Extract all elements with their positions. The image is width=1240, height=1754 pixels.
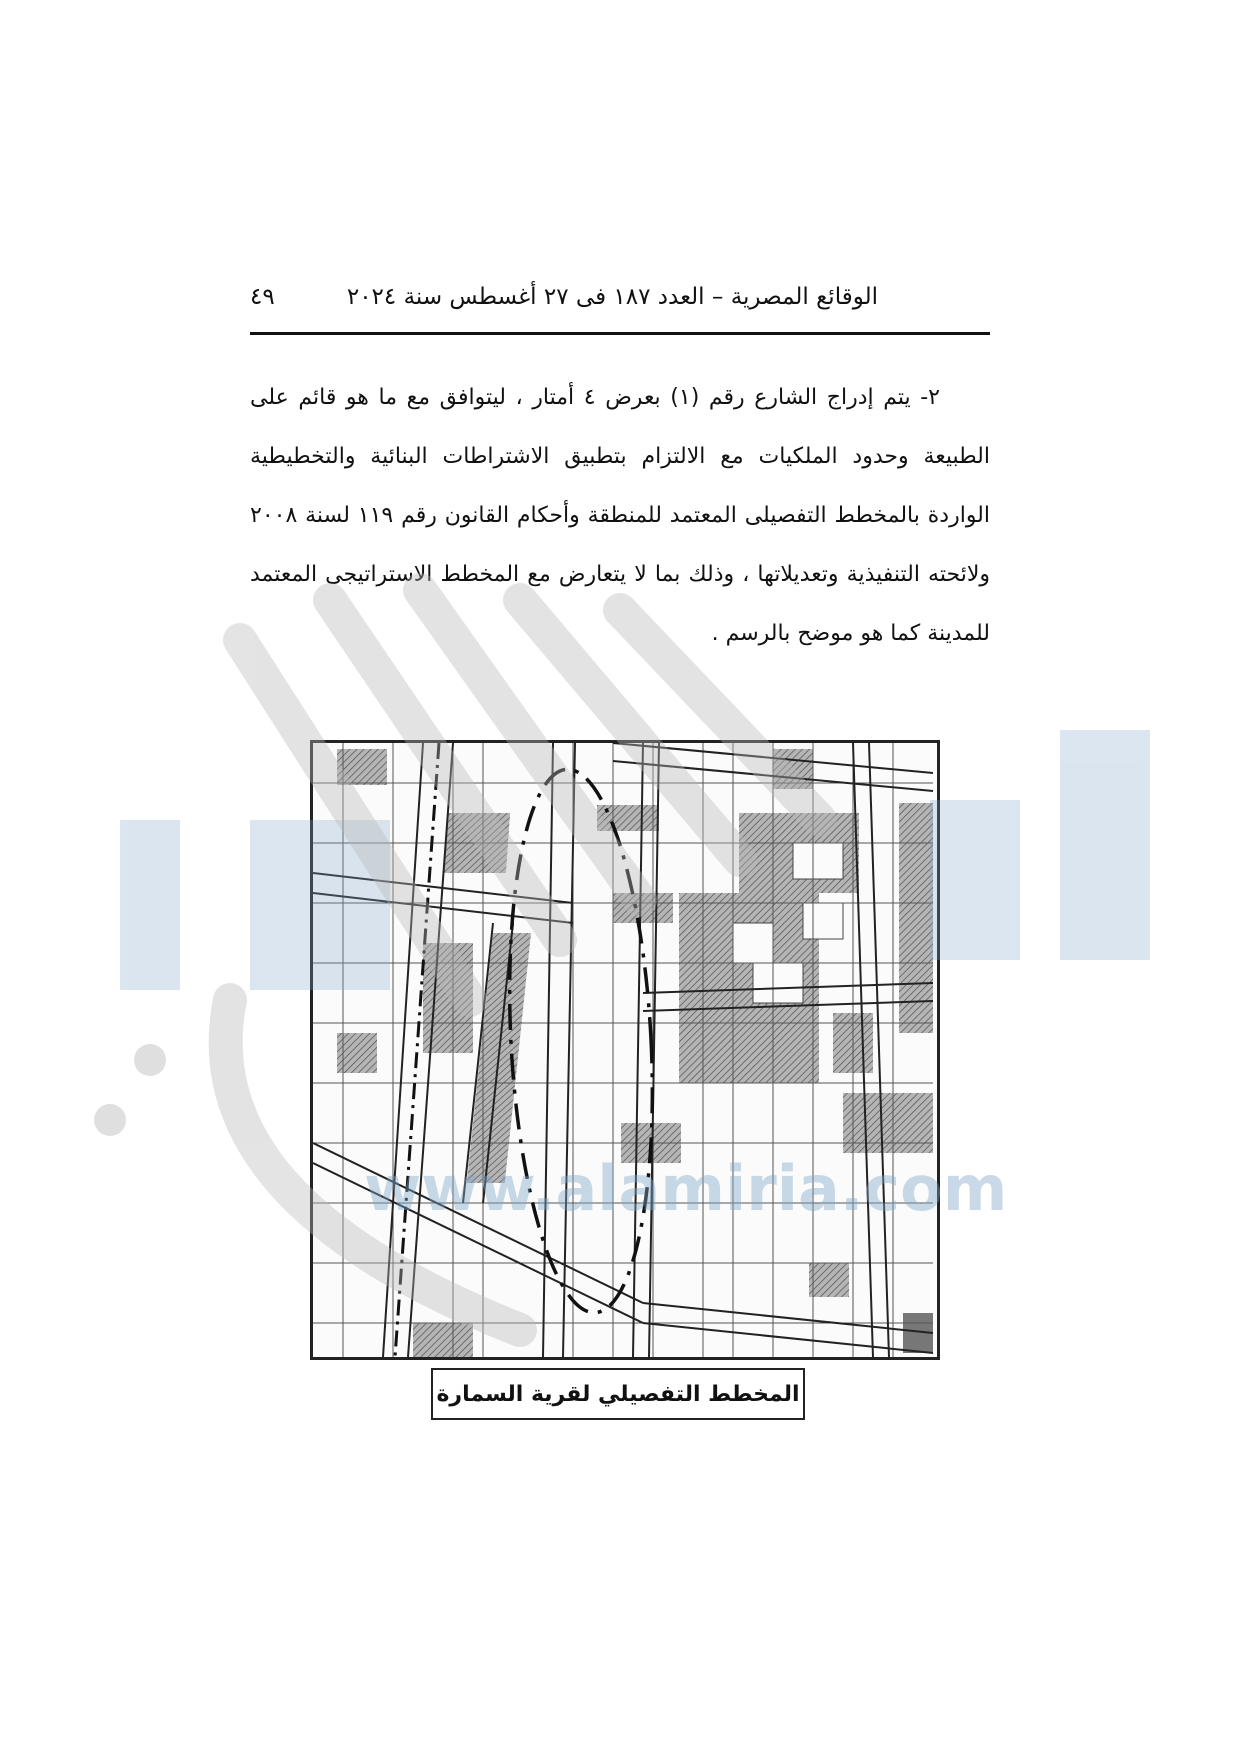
figure-caption: المخطط التفصيلي لقرية السمارة [431,1368,805,1420]
watermark-site-text: www.alamiria.com [364,1152,1008,1225]
header-rule [250,332,990,335]
detailed-plan-map [310,740,940,1360]
map-drawing [313,743,937,1357]
body-text [250,368,990,663]
page-number: ٤٩ [250,284,275,310]
header-title: الوقائع المصرية – العدد ١٨٧ فى ٢٧ أغسطس سنة ٢٠٢٤ [346,284,878,310]
paragraph-item-2: ٢- يتم إدراج الشارع رقم (١) بعرض ٤ أمتار ، ليتوافق مع ما هو قائم على الطبيعة وحدود الملكيات مع الالتزام بتطبيق الاشتراطات البنائية والتخطيطية الواردة بالمخطط التفصيلى المعتمد للمنطقة وأحكام القانون رقم ١١٩ لسنة ٢٠٠٨ ولائحته التنفيذية وتعديلاتها ، وذلك بما لا يتعارض مع المخطط الاستراتيجى المعتمد للمدينة كما هو موضح بالرسم . [250,385,990,646]
page-header [250,284,990,324]
